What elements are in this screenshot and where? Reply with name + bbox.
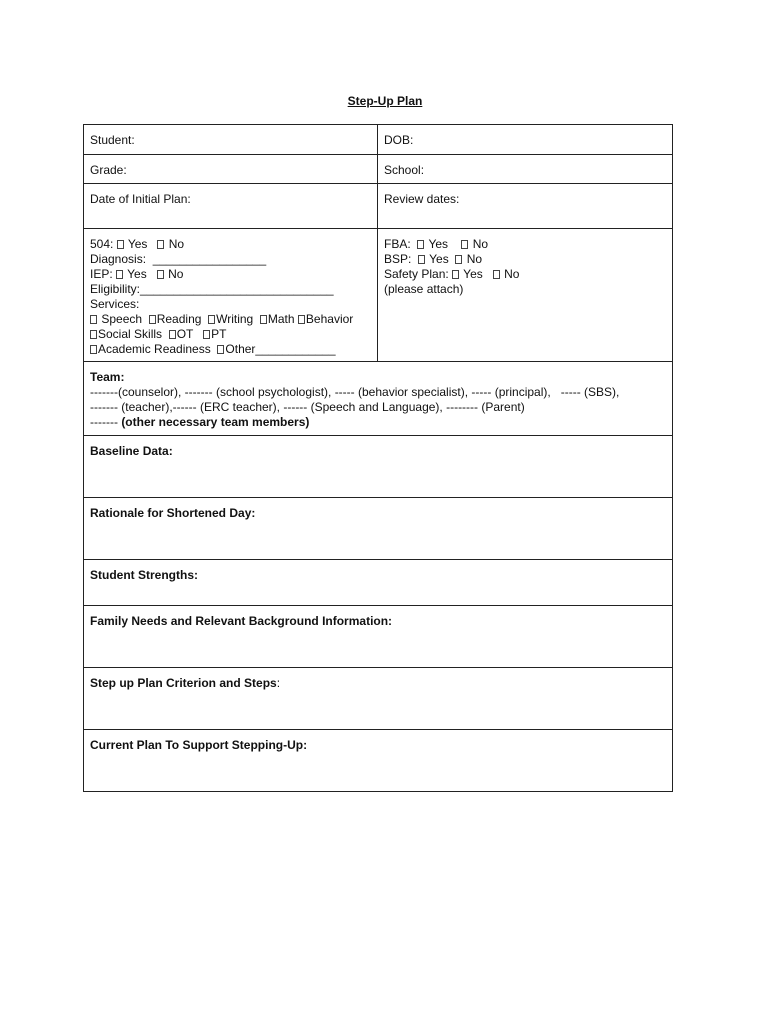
grade-label: Grade:	[90, 163, 127, 177]
bsp-yes-checkbox[interactable]	[418, 255, 425, 264]
reading-checkbox[interactable]	[149, 315, 156, 324]
strengths-row	[84, 560, 672, 606]
initial-plan-field[interactable]	[84, 184, 378, 228]
team-label: Team:	[90, 370, 125, 384]
rationale-label: Rationale for Shortened Day:	[90, 506, 256, 520]
other-checkbox[interactable]	[217, 345, 224, 354]
team-block[interactable]	[84, 362, 672, 435]
student-row	[84, 125, 672, 155]
family-row	[84, 606, 672, 668]
current-plan-label: Current Plan To Support Stepping-Up:	[90, 738, 308, 752]
safety-yes-checkbox[interactable]	[452, 270, 459, 279]
academic-readiness-checkbox[interactable]	[90, 345, 97, 354]
fba-line: FBA: Yes No	[384, 237, 489, 251]
baseline-label: Baseline Data:	[90, 444, 173, 458]
strengths-field[interactable]	[84, 560, 672, 605]
eligibility-row	[84, 229, 672, 362]
diagnosis-line[interactable]: Diagnosis: _________________	[90, 252, 267, 266]
criterion-field[interactable]: Step up Plan Criterion and Steps:	[90, 676, 281, 690]
iep-no-checkbox[interactable]	[157, 270, 164, 279]
team-line-3: ------- (other necessary team members)	[90, 415, 310, 429]
safety-plan-line: Safety Plan: Yes No	[384, 267, 520, 281]
social-skills-checkbox[interactable]	[90, 330, 97, 339]
dob-label: DOB:	[384, 133, 414, 147]
eligibility-block	[84, 229, 378, 361]
page-title: Step-Up Plan	[347, 94, 423, 108]
student-label: Student:	[90, 133, 135, 147]
pt-checkbox[interactable]	[203, 330, 210, 339]
fba-yes-checkbox[interactable]	[417, 240, 424, 249]
plans-block	[378, 229, 672, 361]
bsp-line: BSP: Yes No	[384, 252, 483, 266]
step-up-plan-form	[83, 124, 673, 792]
review-dates-label: Review dates:	[384, 192, 460, 206]
baseline-row	[84, 436, 672, 498]
safety-no-checkbox[interactable]	[493, 270, 500, 279]
strengths-label: Student Strengths:	[90, 568, 198, 582]
team-line-2: ------- (teacher),------ (ERC teacher), ------ (Speech and Language), -------- (Parent)	[90, 400, 525, 414]
team-row	[84, 362, 672, 436]
fba-no-checkbox[interactable]	[461, 240, 468, 249]
family-field[interactable]	[84, 606, 672, 667]
rationale-field[interactable]	[84, 498, 672, 559]
criterion-row	[84, 668, 672, 730]
math-checkbox[interactable]	[260, 315, 267, 324]
school-field[interactable]	[378, 155, 672, 183]
bsp-no-checkbox[interactable]	[455, 255, 462, 264]
services-line-2: Social Skills OT PT	[90, 327, 371, 342]
current-plan-row	[84, 730, 672, 791]
eligibility-line[interactable]: Eligibility:_____________________________	[90, 282, 334, 296]
services-line-1: Speech Reading Writing Math Behavior	[90, 312, 371, 327]
student-field[interactable]	[84, 125, 378, 154]
504-yes-checkbox[interactable]	[117, 240, 124, 249]
dob-field[interactable]	[378, 125, 672, 154]
iep-line: IEP: Yes No	[90, 267, 184, 281]
review-dates-field[interactable]	[378, 184, 672, 228]
504-no-checkbox[interactable]	[157, 240, 164, 249]
services-line-3: Academic Readiness Other____________	[90, 342, 371, 357]
grade-field[interactable]	[84, 155, 378, 183]
team-line-1: -------(counselor), ------- (school psychologist), ----- (behavior specialist), ----- (principal), ----- (SBS),	[90, 385, 620, 399]
current-plan-field[interactable]	[84, 730, 672, 791]
speech-checkbox[interactable]	[90, 315, 97, 324]
attach-note: (please attach)	[384, 282, 464, 296]
school-label: School:	[384, 163, 425, 177]
criterion-label: Step up Plan Criterion and Steps	[90, 676, 277, 690]
baseline-field[interactable]	[84, 436, 672, 497]
iep-yes-checkbox[interactable]	[116, 270, 123, 279]
writing-checkbox[interactable]	[208, 315, 215, 324]
services-label: Services:	[90, 297, 140, 311]
dates-row	[84, 184, 672, 229]
family-label: Family Needs and Relevant Background Information:	[90, 614, 393, 628]
rationale-row	[84, 498, 672, 560]
grade-row	[84, 155, 672, 184]
504-line: 504: Yes No	[90, 237, 185, 251]
initial-plan-label: Date of Initial Plan:	[90, 192, 191, 206]
behavior-checkbox[interactable]	[298, 315, 305, 324]
ot-checkbox[interactable]	[169, 330, 176, 339]
